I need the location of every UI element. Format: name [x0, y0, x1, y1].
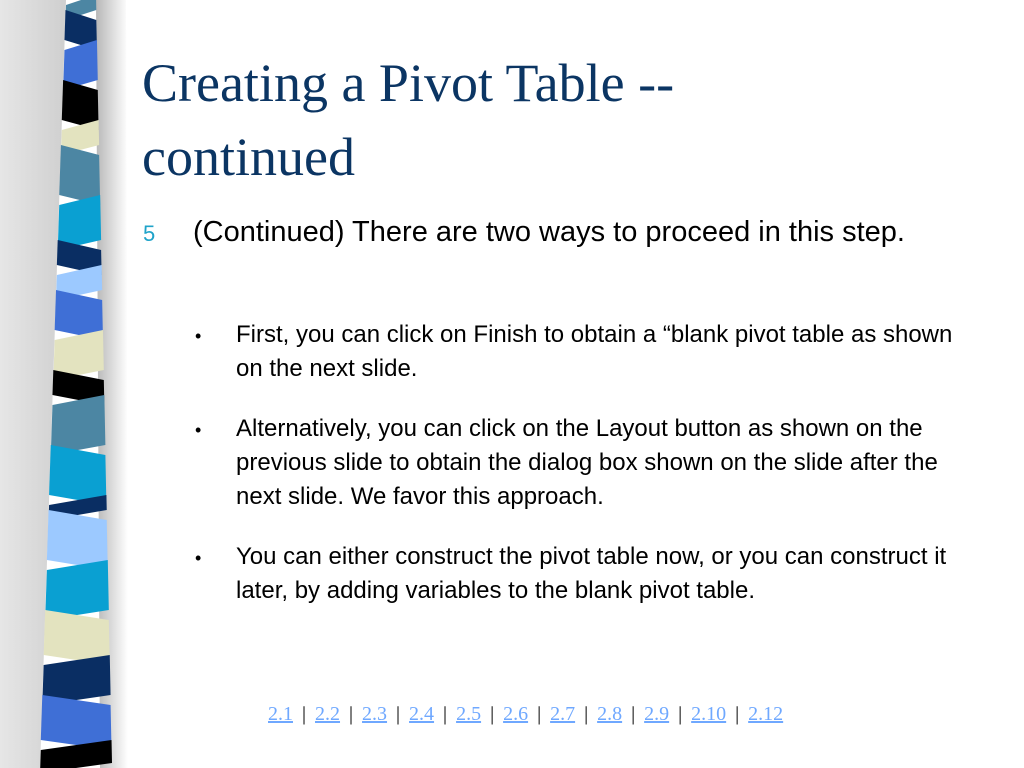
step-number: 5 [143, 221, 156, 246]
nav-link-2-5[interactable]: 2.5 [456, 703, 482, 725]
nav-link-2-8[interactable]: 2.8 [597, 703, 623, 725]
decorative-stripe-band [0, 0, 130, 768]
nav-link-2-6[interactable]: 2.6 [503, 703, 529, 725]
slide-nav [268, 703, 908, 726]
slide-title-line-2: continued [142, 127, 355, 187]
nav-link-2-7[interactable]: 2.7 [550, 703, 576, 725]
bullet-item [193, 540, 993, 608]
nav-separator: | [631, 703, 636, 725]
bullet-text: First, you can click on Finish to obtain a “blank pivot table as shown on the next slide. [236, 321, 953, 382]
nav-separator: | [537, 703, 542, 725]
nav-link-2-2[interactable]: 2.2 [315, 703, 341, 725]
slide-title [142, 46, 1002, 194]
nav-link-2-4[interactable]: 2.4 [409, 703, 435, 725]
stripe-segment [49, 445, 106, 505]
nav-link-2-12[interactable]: 2.12 [748, 703, 784, 725]
nav-link-2-1[interactable]: 2.1 [268, 703, 293, 725]
slide-title-line-1: Creating a Pivot Table -- [142, 53, 675, 113]
stripe-segment [45, 560, 109, 620]
step-text: (Continued) There are two ways to proceed in this step. [193, 216, 905, 248]
bullet-text: Alternatively, you can click on the Layout button as shown on the previous slide to obtain the dialog box shown on the slide after the next slide. We favor this approach. [236, 415, 938, 510]
bullet-list [193, 318, 993, 634]
bullet-marker: • [195, 548, 202, 568]
bullet-marker: • [195, 420, 202, 440]
nav-separator: | [396, 703, 401, 725]
nav-link-2-10[interactable]: 2.10 [691, 703, 727, 725]
nav-separator: | [735, 703, 740, 725]
bullet-text: You can either construct the pivot table now, or you can construct it later, by adding variables to the blank pivot table. [236, 543, 947, 604]
stripe-segment [51, 395, 106, 455]
nav-link-2-9[interactable]: 2.9 [644, 703, 670, 725]
nav-separator: | [302, 703, 307, 725]
nav-separator: | [490, 703, 495, 725]
nav-separator: | [443, 703, 448, 725]
nav-separator: | [678, 703, 683, 725]
bullet-item [193, 318, 993, 386]
stripe-segment [59, 145, 100, 205]
stripe-segment [47, 510, 108, 570]
bullet-marker: • [195, 326, 202, 346]
nav-separator: | [349, 703, 354, 725]
nav-link-2-3[interactable]: 2.3 [362, 703, 388, 725]
bullet-item [193, 412, 993, 514]
nav-separator: | [584, 703, 589, 725]
